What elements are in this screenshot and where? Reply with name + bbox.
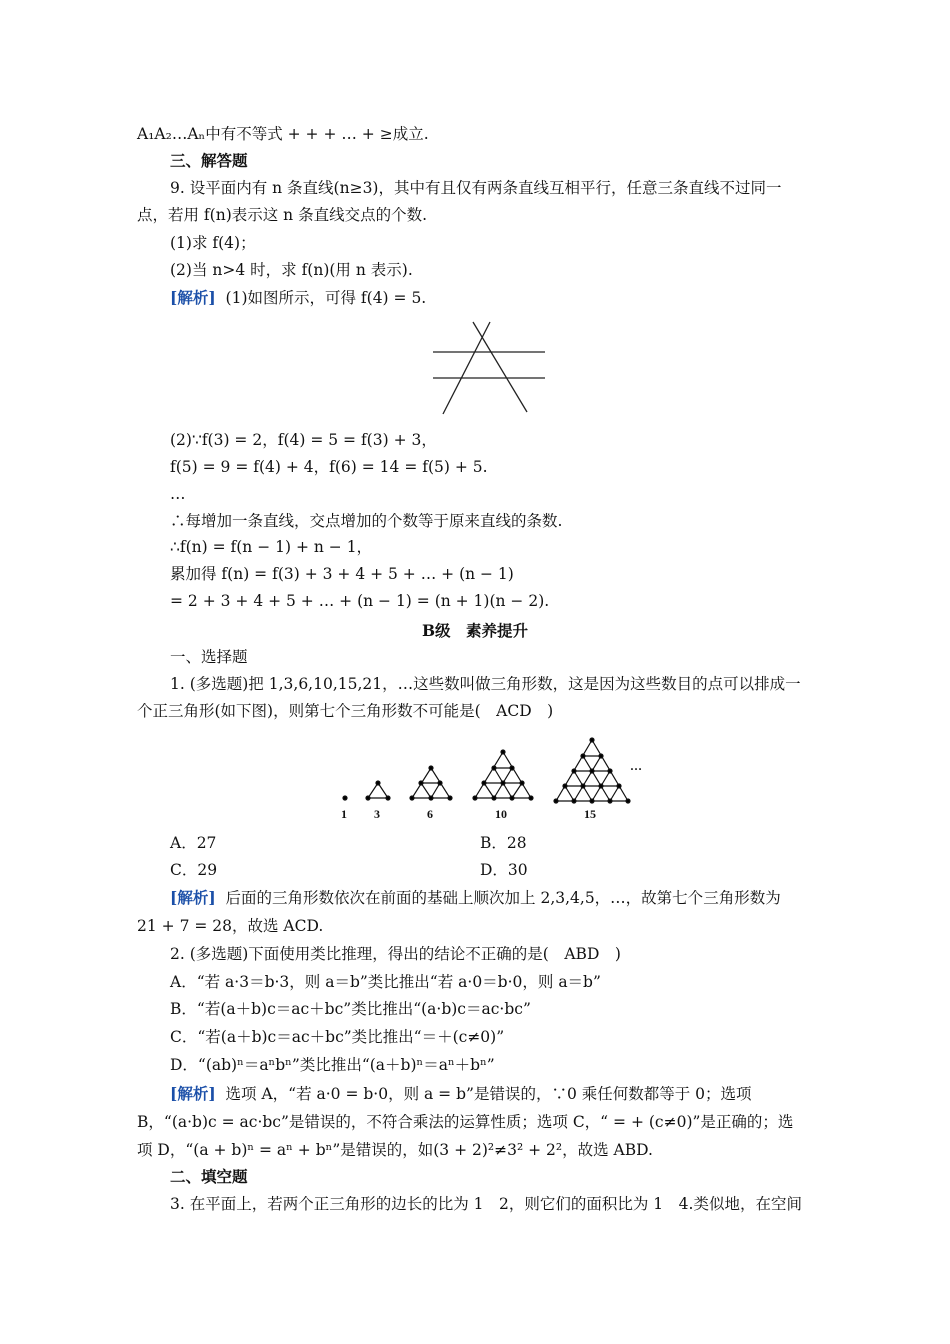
text-line: 项 D，“(a + b)ⁿ = aⁿ + bⁿ”是错误的，如(3 + 2)²≠3² + 2²，故选 ABD. (137, 1141, 653, 1159)
analysis-tag: [解析] (170, 1084, 216, 1103)
figure-label: 3 (374, 807, 380, 821)
option-a: A．27 (170, 834, 217, 852)
text-line: (1)求 f(4)； (170, 234, 256, 252)
section-heading: 二、填空题 (170, 1167, 248, 1186)
figure-label: 1 (341, 807, 347, 821)
text-line: 1. (多选题)把 1,3,6,10,15,21，…这些数叫做三角形数，这是因为这些数目的点可以排成一 (170, 675, 801, 693)
dot (482, 781, 486, 785)
text-line: 2. (多选题)下面使用类比推理，得出的结论不正确的是( ABD ) (170, 945, 621, 963)
slant-line-2 (473, 322, 527, 412)
text-line: (2)当 n>4 时，求 f(n)(用 n 表示). (170, 261, 413, 279)
text-line: 个正三角形(如下图)，则第七个三角形数不可能是( ACD ) (137, 702, 554, 720)
dot (501, 750, 505, 754)
text-line: = 2 + 3 + 4 + 5 + … + (n − 1) = (n + 1)(n − 2). (170, 592, 550, 610)
text-line: 点，若用 f(n)表示这 n 条直线交点的个数. (137, 206, 428, 224)
text-line: f(5) = 9 = f(4) + 4，f(6) = 14 = f(5) + 5. (170, 458, 488, 476)
dot (376, 781, 380, 785)
dot (501, 781, 505, 785)
text-line: 9. 设平面内有 n 条直线(n≥3)，其中有且仅有两条直线互相平行，任意三条直线不过同一 (170, 179, 782, 197)
analysis-tag: [解析] (170, 288, 216, 307)
slant-line-1 (443, 322, 490, 414)
dot (590, 769, 594, 773)
dot (419, 781, 423, 785)
text-line (170, 288, 426, 308)
option-b: B．28 (480, 834, 527, 852)
dot (617, 784, 621, 788)
dot (366, 796, 370, 800)
option-d: D．30 (480, 861, 528, 879)
dot (608, 769, 612, 773)
dot (520, 781, 524, 785)
text-line: 3. 在平面上，若两个正三角形的边长的比为 1 2，则它们的面积比为 1 4.类似地，在空间 (170, 1195, 802, 1213)
dot (410, 796, 414, 800)
dot (572, 799, 576, 803)
dot (438, 781, 442, 785)
option-a: A．“若 a·3＝b·3，则 a＝b”类比推出“若 a·0＝b·0，则 a＝b” (170, 973, 601, 991)
dot (448, 796, 452, 800)
dot (386, 796, 390, 800)
text-line: ∴f(n) = f(n − 1) + n − 1， (170, 538, 373, 556)
dot (343, 796, 347, 800)
dot (590, 799, 594, 803)
dot (581, 754, 585, 758)
dot (554, 799, 558, 803)
text-line (170, 1084, 752, 1104)
figure-label: 10 (495, 807, 507, 821)
figure-label: 6 (427, 807, 433, 821)
dot (626, 799, 630, 803)
text-line: B，“(a·b)c = ac·bc”是错误的，不符合乘法的运算性质；选项 C，“ = + (c≠0)”是正确的；选 (137, 1113, 794, 1131)
four-lines-figure (425, 318, 555, 418)
dot (608, 799, 612, 803)
dot (473, 796, 477, 800)
figure-label: 15 (584, 807, 596, 821)
section-heading: 三、解答题 (170, 151, 248, 170)
dot (572, 769, 576, 773)
text-span: (1)如图所示，可得 f(4) = 5. (225, 289, 427, 307)
option-c: C．29 (170, 861, 218, 879)
text-span: 选项 A，“若 a·0 = b·0，则 a = b”是错误的，∵0 乘任何数都等于 0；选项 (225, 1085, 752, 1103)
dot (581, 784, 585, 788)
dot (510, 796, 514, 800)
dot (492, 766, 496, 770)
dot (529, 796, 533, 800)
text-line: … (170, 485, 186, 503)
dot (510, 766, 514, 770)
triangle-10 (475, 752, 531, 798)
dot (590, 738, 594, 742)
text-line: A₁A₂…Aₙ中有不等式 + + + … + ≥成立. (137, 125, 429, 143)
text-line: 21 + 7 = 28，故选 ACD. (137, 917, 324, 935)
option-c: C．“若(a＋b)c＝ac＋bc”类比推出“＝＋(c≠0)” (170, 1028, 505, 1046)
analysis-tag: [解析] (170, 888, 216, 907)
text-line: 累加得 f(n) = f(3) + 3 + 4 + 5 + … + (n − 1) (170, 565, 514, 583)
triangle-6 (412, 768, 450, 798)
dot (599, 784, 603, 788)
option-b: B．“若(a＋b)c＝ac＋bc”类比推出“(a·b)c＝ac·bc” (170, 1000, 531, 1018)
text-span: 后面的三角形数依次在前面的基础上顺次加上 2,3,4,5，…，故第七个三角形数为 (225, 889, 781, 907)
dot (492, 796, 496, 800)
level-heading: B级 素养提升 (421, 621, 529, 640)
triangular-numbers-figure (330, 730, 650, 825)
figure-ellipsis: … (630, 759, 642, 773)
text-line (170, 888, 781, 908)
option-d: D．“(ab)ⁿ＝aⁿbⁿ”类比推出“(a＋b)ⁿ＝aⁿ＋bⁿ” (170, 1056, 495, 1074)
section-heading: 一、选择题 (170, 648, 248, 666)
dot (599, 754, 603, 758)
text-line: (2)∵f(3) = 2，f(4) = 5 = f(3) + 3， (170, 431, 437, 449)
text-line: ∴每增加一条直线，交点增加的个数等于原来直线的条数. (170, 512, 563, 530)
dot (563, 784, 567, 788)
dot (429, 796, 433, 800)
dot (429, 766, 433, 770)
